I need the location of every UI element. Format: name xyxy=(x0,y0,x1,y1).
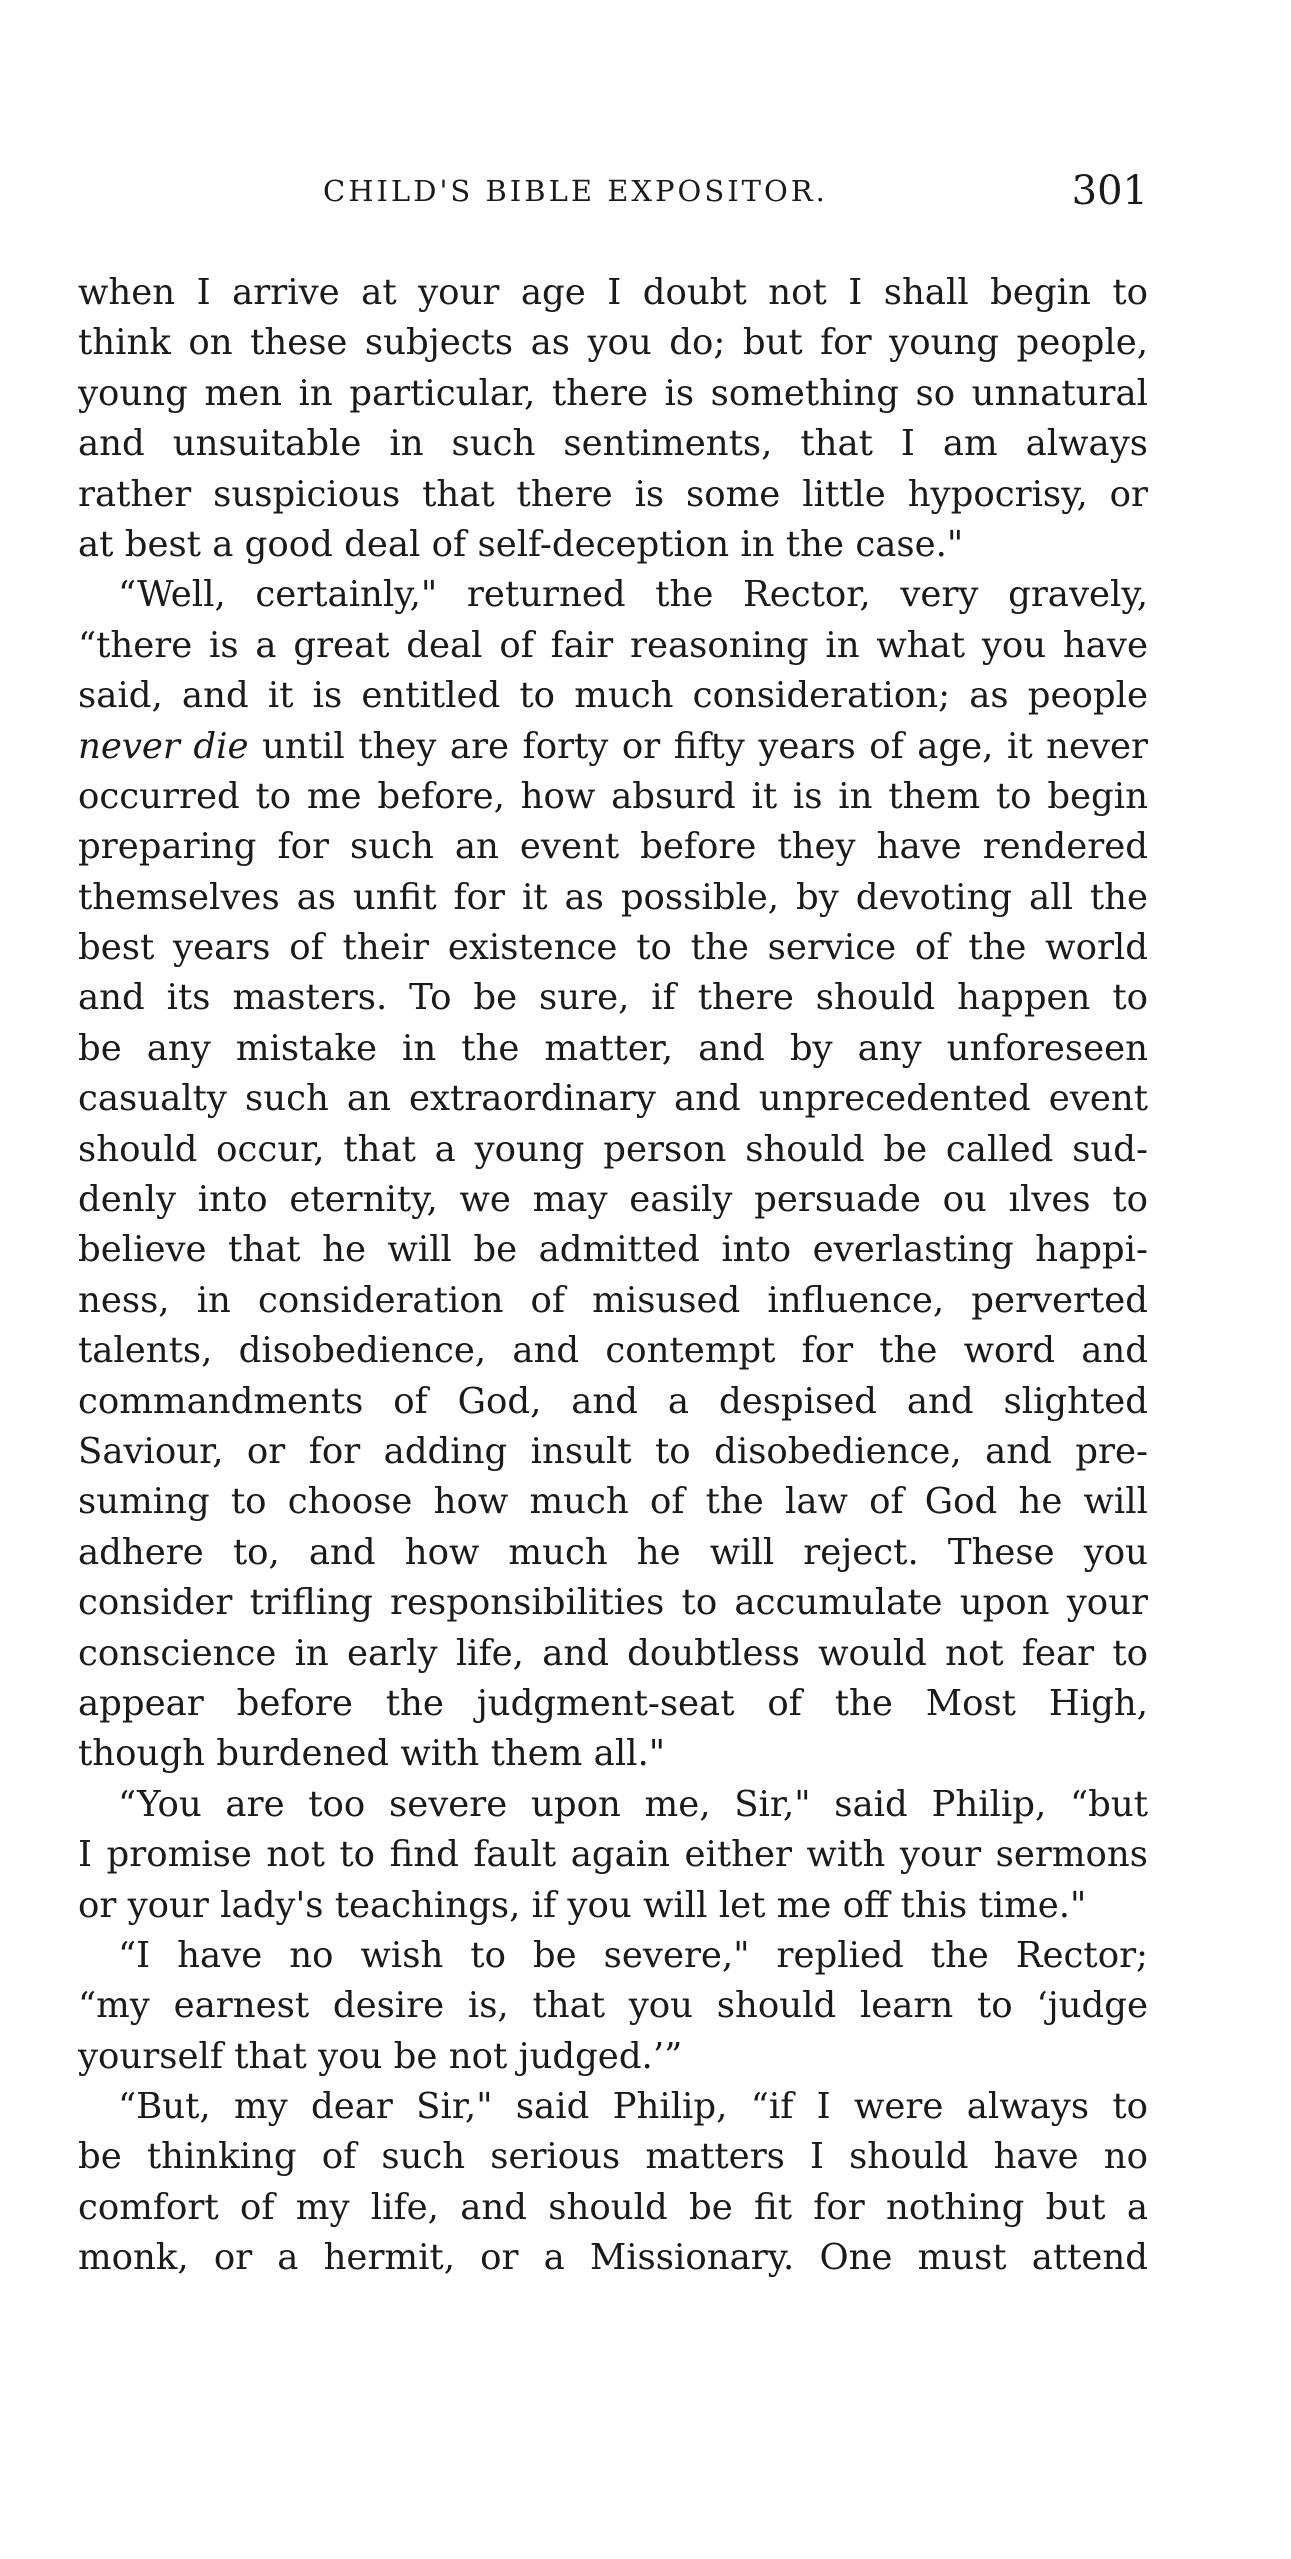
text-line: young men in particular, there is something so unnatural xyxy=(78,372,1148,414)
text-line: be any mistake in the matter, and by any unforeseen xyxy=(78,1027,1148,1069)
text-line: “there is a great deal of fair reasoning in what you have xyxy=(78,624,1148,666)
text-line: comfort of my life, and should be fit for nothing but a xyxy=(78,2186,1148,2228)
text-line: adhere to, and how much he will reject. These you xyxy=(78,1531,1148,1573)
text-line: yourself that you be not judged.’” xyxy=(78,2035,683,2077)
text-line: themselves as unfit for it as possible, by devoting all the xyxy=(78,876,1148,918)
text-line: rather suspicious that there is some little hypocrisy, or xyxy=(78,473,1148,515)
text-line-with-italic xyxy=(78,722,1148,772)
text-line: consider trifling responsibilities to accumulate upon your xyxy=(78,1582,1148,1624)
text-line: best years of their existence to the service of the world xyxy=(78,927,1148,969)
running-head xyxy=(78,168,1148,218)
text-line: “my earnest desire is, that you should learn to ‘judge xyxy=(78,1985,1148,2027)
text-line: at best a good deal of self-deception in the case." xyxy=(78,523,964,565)
text-line: “You are too severe upon me, Sir," said Philip, “but xyxy=(118,1783,1148,1825)
text-line: casualty such an extraordinary and unprecedented event xyxy=(78,1078,1148,1120)
text-line-remainder: until they are forty or fifty years of age, it never xyxy=(262,725,1148,767)
italic-phrase: never die xyxy=(78,725,249,767)
text-line: and its masters. To be sure, if there should happen to xyxy=(78,977,1148,1019)
running-title: CHILD'S BIBLE EXPOSITOR. xyxy=(323,174,828,208)
text-line: should occur, that a young person should be called sud- xyxy=(78,1128,1148,1170)
text-line: monk, or a hermit, or a Missionary. One must attend xyxy=(78,2237,1148,2279)
text-line: preparing for such an event before they have rendered xyxy=(78,826,1148,868)
text-line: when I arrive at your age I doubt not I shall begin to xyxy=(78,272,1148,313)
text-line: said, and it is entitled to much consideration; as people xyxy=(78,675,1148,717)
text-line: denly into eternity, we may easily persuade ou ılves to xyxy=(78,1179,1148,1221)
text-line: “But, my dear Sir," said Philip, “if I were always to xyxy=(118,2086,1148,2128)
text-line: “Well, certainly," returned the Rector, very gravely, xyxy=(118,574,1148,616)
text-line: think on these subjects as you do; but for young people, xyxy=(78,322,1148,364)
text-line: Saviour, or for adding insult to disobedience, and pre- xyxy=(78,1430,1148,1472)
page-number: 301 xyxy=(1071,168,1148,214)
text-line: believe that he will be admitted into everlasting happi- xyxy=(78,1229,1148,1271)
body-text xyxy=(78,268,1148,2284)
text-line: ness, in consideration of misused influence, perverted xyxy=(78,1279,1148,1321)
text-line: though burdened with them all." xyxy=(78,1733,666,1775)
text-line: commandments of God, and a despised and slighted xyxy=(78,1380,1148,1422)
text-line: occurred to me before, how absurd it is in them to begin xyxy=(78,775,1148,817)
text-line: be thinking of such serious matters I should have no xyxy=(78,2136,1148,2178)
text-line: or your lady's teachings, if you will let me off this time." xyxy=(78,1884,1087,1926)
text-line: “I have no wish to be severe," replied the Rector; xyxy=(118,1934,1148,1976)
text-line: I promise not to find fault again either with your sermons xyxy=(78,1834,1148,1876)
text-line: appear before the judgment-seat of the Most High, xyxy=(78,1682,1148,1724)
text-line: suming to choose how much of the law of God he will xyxy=(78,1481,1148,1523)
text-line: conscience in early life, and doubtless would not fear to xyxy=(78,1632,1148,1674)
text-line: and unsuitable in such sentiments, that I am always xyxy=(78,423,1148,465)
text-line: talents, disobedience, and contempt for the word and xyxy=(78,1330,1148,1372)
